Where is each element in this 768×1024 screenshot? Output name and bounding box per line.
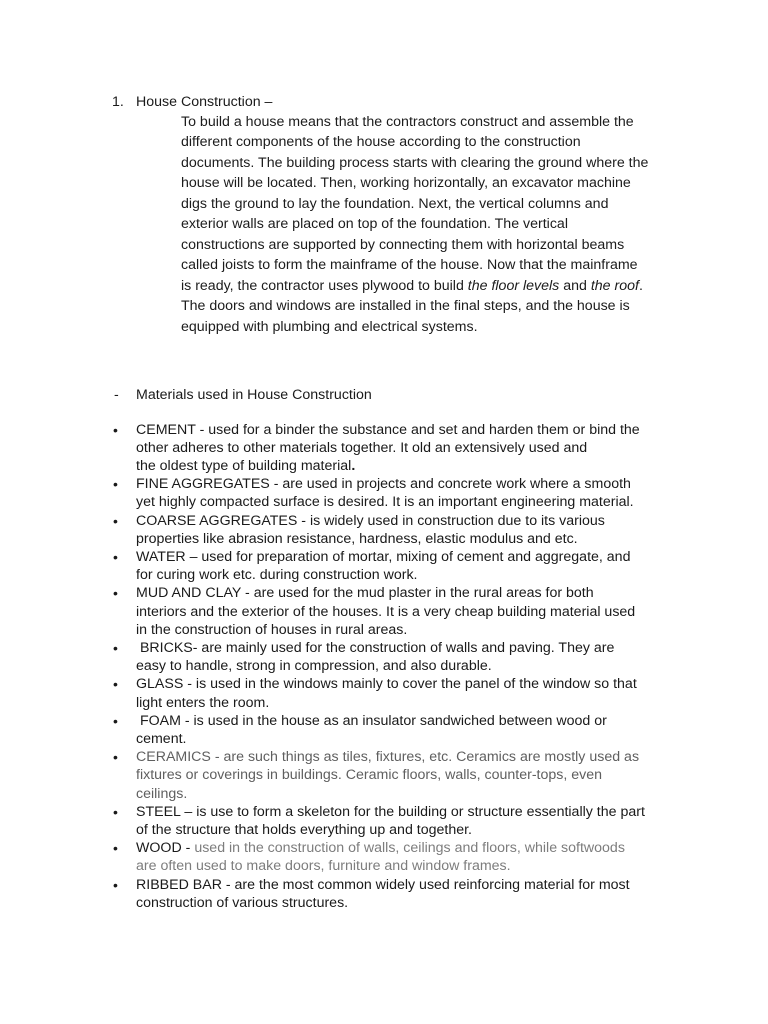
paragraph-line: is ready, the contractor uses plywood to build the floor levels and the roof.	[181, 277, 643, 294]
paragraph-line: digs the ground to lay the foundation. Next, the vertical columns and	[181, 195, 609, 212]
list-item-foam: • FOAM - is used in the house as an insulator sandwiched between wood or cement.	[113, 712, 607, 747]
list-item-coarse-aggregates: • COARSE AGGREGATES - is widely used in construction due to its various properties like abrasion resistance, hardness, elastic modulus and etc.	[113, 512, 605, 547]
bullet-icon: •	[113, 639, 118, 656]
list-item-glass: • GLASS - is used in the windows mainly to cover the panel of the window so that light enters the room.	[113, 676, 637, 711]
bullet-icon: •	[113, 476, 118, 493]
bullet-icon: •	[113, 585, 118, 602]
section-heading	[112, 93, 672, 111]
bullet-icon: •	[113, 840, 118, 857]
list-item-water: • WATER – used for preparation of mortar, mixing of cement and aggregate, and for curing work etc. during construction work.	[113, 548, 631, 584]
list-item-bricks: • BRICKS- are mainly used for the construction of walls and paving. They are easy to handle, strong in compression, and also durable.	[113, 639, 615, 675]
paragraph-line: To build a house means that the contractors construct and assemble the	[181, 113, 634, 130]
dash-marker: -	[114, 386, 119, 403]
list-item-ribbed-bar: • RIBBED BAR - are the most common widely used reinforcing material for most construction of various structures.	[113, 876, 630, 911]
materials-heading	[114, 386, 614, 404]
wood-label: WOOD -	[136, 840, 195, 857]
emphasis-roof: the roof	[590, 277, 639, 294]
paragraph-line: equipped with plumbing and electrical systems.	[181, 318, 478, 335]
bullet-icon: •	[113, 548, 118, 565]
intro-paragraph	[181, 112, 681, 338]
bullet-icon: •	[113, 421, 118, 438]
bullet-icon: •	[113, 676, 118, 693]
paragraph-line: exterior walls are placed on top of the foundation. The vertical	[181, 216, 568, 232]
materials-heading-text: Materials used in House Construction	[136, 386, 372, 403]
list-item-steel: • STEEL – is use to form a skeleton for the building or structure essentially the part of the structure that holds everything up and together.	[113, 803, 645, 838]
list-item-fine-aggregates: • FINE AGGREGATES - are used in projects and concrete work where a smooth yet highly compacted surface is desired. It is an important engineering material.	[113, 476, 634, 511]
paragraph-line: house will be located. Then, working horizontally, an excavator machine	[181, 175, 631, 191]
bullet-icon: •	[113, 876, 118, 893]
emphasis-floor-levels: the floor levels	[467, 277, 560, 294]
paragraph-line: called joists to form the mainframe of the house. Now that the mainframe	[181, 257, 638, 273]
bullet-icon: •	[113, 749, 118, 766]
paragraph-line: different components of the house according to the construction	[181, 134, 581, 150]
list-item-cement: • CEMENT - used for a binder the substance and set and harden them or bind the other adheres to other materials together. It old an extensively used and the oldest type of building material.	[113, 421, 640, 474]
list-item-ceramics: • CERAMICS - are such things as tiles, fixtures, etc. Ceramics are mostly used as fixtures or coverings in buildings. Ceramic floors, walls, counter-tops, even ceilings.	[113, 749, 640, 802]
list-item-wood: • WOOD - used in the construction of walls, ceilings and floors, while softwoods are often used to make doors, furniture and window frames.	[113, 840, 625, 875]
section-title: House Construction –	[136, 94, 273, 110]
materials-list	[113, 421, 673, 912]
bullet-icon: •	[113, 803, 118, 820]
section-number: 1.	[112, 94, 124, 110]
bullet-icon: •	[113, 512, 118, 529]
paragraph-line: constructions are supported by connecting them with horizontal beams	[181, 236, 625, 253]
paragraph-line: documents. The building process starts with clearing the ground where the	[181, 154, 649, 171]
list-item-mud-and-clay: • MUD AND CLAY - are used for the mud plaster in the rural areas for both interiors and the exterior of the houses. It is a very cheap building material used in the construction of houses in rural areas.	[113, 585, 636, 638]
paragraph-line: The doors and windows are installed in the final steps, and the house is	[181, 298, 630, 314]
bullet-icon: •	[113, 712, 118, 729]
